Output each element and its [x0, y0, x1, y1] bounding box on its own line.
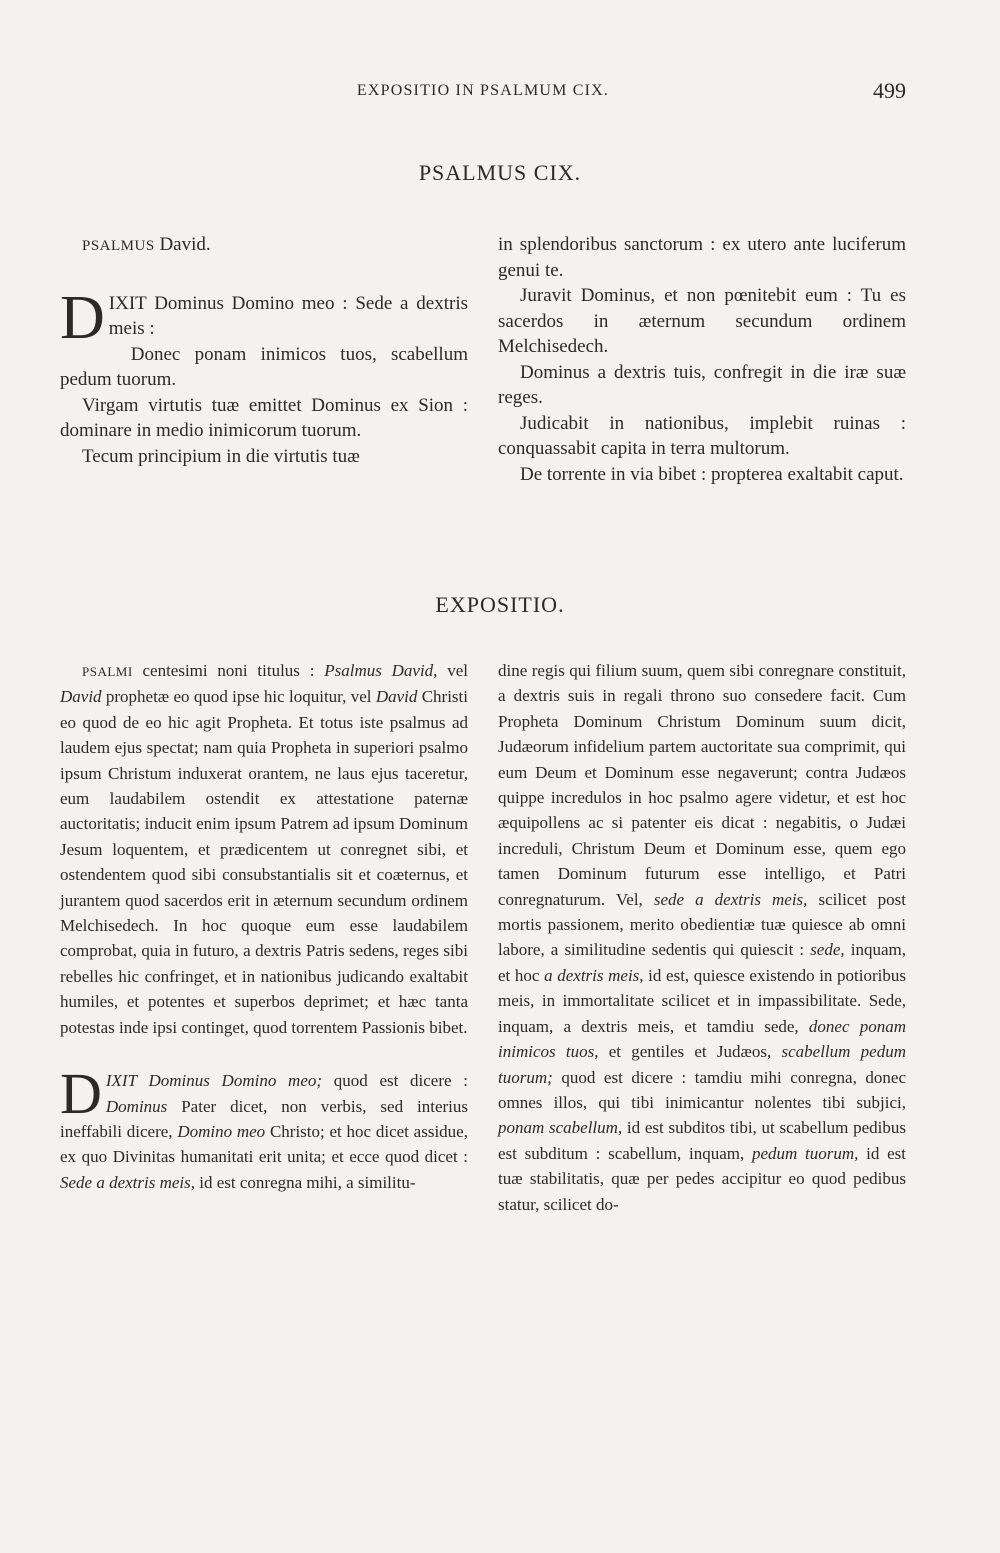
- commentary-italic: pedum tuorum,: [751, 1143, 859, 1163]
- commentary-text: Pater dicet, non verbis, sed interius ineffabili dicere,: [60, 1096, 468, 1141]
- commentary-paragraph-1: [60, 658, 468, 1040]
- psalm-verse-continuation: in splendoribus sanctorum : ex utero ante luciferum genui te.: [498, 234, 906, 281]
- paragraph-gap: [60, 1040, 468, 1068]
- psalm-verse-1: [60, 283, 468, 352]
- commentary-right-column: [498, 658, 906, 1217]
- commentary-italic: Psalmus David,: [324, 661, 438, 680]
- commentary-italic: David: [375, 687, 418, 707]
- psalm-title: [60, 232, 468, 260]
- commentary-text: scilicet post mortis passionem, merito obedientiæ tuæ quiesce ab omni labore, a similitudine sedentis qui quiescit :: [498, 889, 907, 960]
- commentary-text: quod est dicere :: [322, 1071, 468, 1091]
- commentary-text: Christi eo quod de eo hic agit Propheta. Et totus iste psalmus ad laudem ejus spectat; nam quia Propheta in superiori psalmo ipsum Christum induxerat orantem, ne laus ejus taceretur, eum laudabilem ostendit ex attestatione paternæ auctoritatis; inducit enim ipsum Patrem ad ipsum Dominum Jesum loquentem, et prædicentem ut conregnet sibi, et ostendentem quod sibi consubstantialis sit et coæternus, et jurantem quod sacerdos erit in æternum secundum ordinem Melchisedech. In hoc quoque eum esse laudabilem comprobat, quia in futuro, a dextris Patris sedens, reges sibi rebelles hic confringet, et in nationibus judicando exaltabit humiles, et potentes et superbos deprimet; et hæc tanta potestas inde ipsi continget, quod torrentem Passionis bibet.: [60, 687, 468, 1037]
- psalm-verse-1-text: IXIT Dominus Domino meo : Sede a dextris meis :: [108, 292, 468, 339]
- psalm-dropcap: D: [60, 283, 105, 352]
- commentary-text: et gentiles et Judæos,: [598, 1042, 782, 1062]
- commentary-italic: IXIT Dominus Domino meo;: [105, 1071, 323, 1091]
- commentary-text: id est tuæ stabilitatis, quæ per pedes accipitur eo quod pedibus statur, scilicet do-: [498, 1143, 906, 1214]
- commentary-italic: a dextris meis,: [544, 965, 644, 985]
- commentary-text: quod est dicere : tamdiu mihi conregna, donec omnes illos, qui tibi inimicantur nolentes tibi subjici,: [498, 1067, 906, 1112]
- commentary-text: id est, quiesce existendo in potioribus meis, in immortalitate scilicet et in impassibilitate. Sede, inquam, a dextris meis, et tamdiu sede,: [498, 965, 906, 1036]
- commentary-italic: Domino meo: [177, 1121, 266, 1141]
- commentary-text: dine regis qui filium suum, quem sibi conregnare constituit, a dextris suis in regali throno suo consedere facit. Cum Propheta Dominum Christum Dominum suum dicit, Judæorum infidelium partem auctoritate sua comprimit, qui eum Deum et Dominum esse negaverunt; contra Judæos quippe incredulos in hoc psalmo agere videtur, et est hoc æquipollens ac si patenter eis dicat : negabitis, o Judæi increduli, Christum Deum et Dominum esse, quem ego tamen Dominum futurum esse intelligo, et Patri conregnaturum. Vel,: [498, 661, 906, 909]
- commentary-italic: sede a dextris meis,: [653, 889, 808, 909]
- commentary-text: vel: [437, 661, 468, 680]
- commentary-paragraph-2: [60, 1061, 468, 1195]
- commentary-text: centesimi noni titulus :: [132, 661, 325, 680]
- commentary-text: id est subditos tibi, ut scabellum pedibus est subditum : scabellum, inquam,: [498, 1118, 906, 1163]
- commentary-paragraph-3: [498, 658, 906, 1217]
- commentary-italic: ponam scabellum,: [498, 1118, 623, 1138]
- commentary-italic: scabellum pedum tuorum;: [498, 1042, 906, 1087]
- commentary-italic: sede,: [810, 940, 845, 960]
- psalm-title-rest: David.: [154, 234, 211, 255]
- psalm-heading: PSALMUS CIX.: [418, 160, 582, 185]
- psalm-title-smallcaps: PSALMUS: [82, 238, 155, 254]
- commentary-text: Christo; et hoc dicet assidue, ex quo Divinitas humanitati erit unita; et ecce quod dicet :: [60, 1121, 468, 1167]
- running-head: [60, 80, 906, 104]
- psalm-verse: Donec ponam inimicos tuos, scabellum pedum tuorum.: [60, 343, 468, 390]
- psalm-verse: De torrente in via bibet : propterea exaltabit caput.: [520, 463, 904, 485]
- commentary-italic: Sede a dextris meis,: [60, 1172, 196, 1192]
- commentary-italic: Dominus: [105, 1096, 168, 1116]
- psalm-left-column: [60, 232, 468, 469]
- psalm-right-column: [498, 232, 906, 487]
- commentary-text: id est conregna mihi, a similitu-: [195, 1172, 416, 1192]
- psalm-verse: Tecum principium in die virtutis tuæ: [82, 445, 360, 467]
- expositio-heading: EXPOSITIO.: [435, 592, 565, 617]
- psalm-verse: Juravit Dominus, et non pœnitebit eum : Tu es sacerdos in æternum secundum ordinem Melchisedech.: [498, 285, 906, 357]
- psalm-verse: Dominus a dextris tuis, confregit in die iræ suæ reges.: [498, 361, 906, 408]
- running-title: EXPOSITIO IN PSALMUM CIX.: [356, 82, 610, 99]
- commentary-text: prophetæ eo quod ipse hic loquitur, vel: [101, 687, 376, 707]
- commentary-text: inquam, et hoc: [498, 940, 906, 985]
- commentary-smallcaps: PSALMI: [82, 664, 133, 679]
- commentary-italic: donec ponam inimicos tuos,: [498, 1016, 906, 1062]
- page-number: 499: [873, 78, 906, 103]
- psalm-verse: Virgam virtutis tuæ emittet Dominus ex Sion : dominare in medio inimicorum tuorum.: [60, 394, 468, 441]
- psalm-verse: Judicabit in nationibus, implebit ruinas : conquassabit capita in terra multorum.: [498, 412, 906, 459]
- commentary-left-column: [60, 658, 468, 1195]
- commentary-italic: David: [60, 687, 102, 707]
- commentary-dropcap: D: [60, 1061, 102, 1127]
